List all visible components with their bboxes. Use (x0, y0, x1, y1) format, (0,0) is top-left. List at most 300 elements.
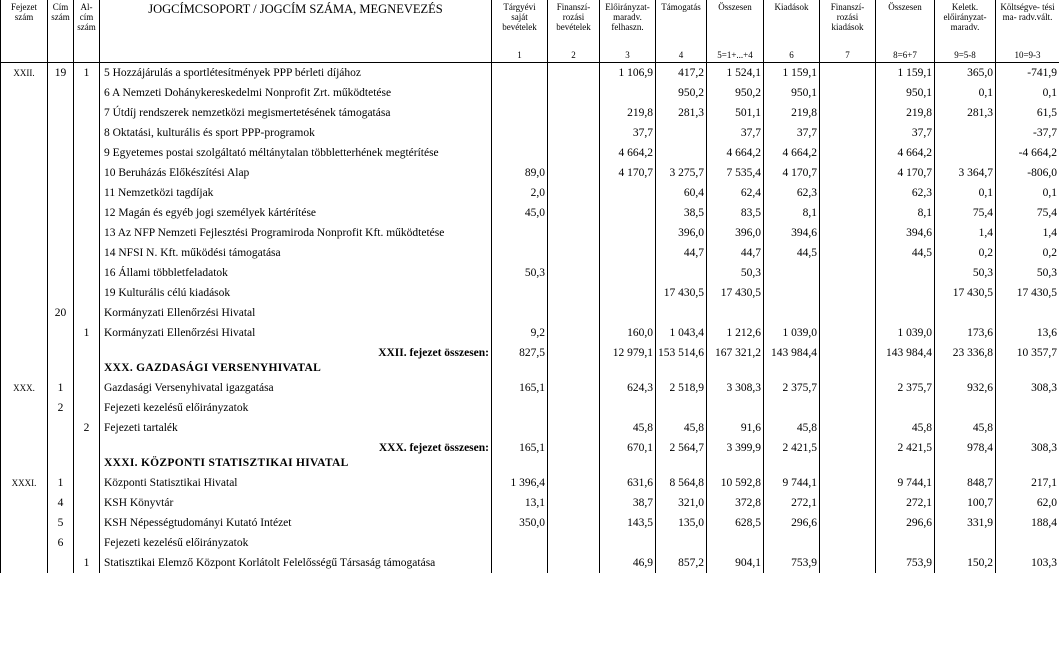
value-cell (600, 243, 656, 263)
name-cell: 16 Állami többletfeladatok (100, 263, 492, 283)
value-cell: 950,2 (656, 83, 707, 103)
value-cell (820, 223, 876, 243)
value-cell (492, 103, 548, 123)
table-row (1, 303, 1059, 323)
name-cell: 6 A Nemzeti Dohánykereskedelmi Nonprofit Zrt. működtetése (100, 83, 492, 103)
value-cell (820, 143, 876, 163)
table-row (1, 473, 1059, 493)
value-cell: -741,9 (996, 62, 1059, 83)
value-cell (820, 473, 876, 493)
value-cell: 272,1 (764, 493, 820, 513)
fejezet-cell (1, 343, 48, 378)
value-cell (820, 62, 876, 83)
table-row (1, 83, 1059, 103)
fejezet-cell (1, 223, 48, 243)
value-cell: 219,8 (764, 103, 820, 123)
value-cell: 501,1 (707, 103, 764, 123)
value-cell: 219,8 (600, 103, 656, 123)
header-col-3 (600, 0, 656, 62)
value-cell (548, 343, 600, 378)
value-cell: 932,6 (935, 378, 996, 398)
value-cell: 0,1 (996, 83, 1059, 103)
cim-cell: 2 (48, 398, 74, 418)
header-fejezet: Fejezet szám (1, 0, 48, 62)
value-cell (492, 243, 548, 263)
value-cell: 0,2 (935, 243, 996, 263)
chapter-total-label: XXII. fejezet összesen: (378, 346, 489, 359)
header-col-8 (876, 0, 935, 62)
value-cell: 62,3 (764, 183, 820, 203)
value-cell: 1 106,9 (600, 62, 656, 83)
value-cell (935, 143, 996, 163)
alcim-cell (74, 378, 100, 398)
value-cell: 173,6 (935, 323, 996, 343)
cim-cell: 1 (48, 378, 74, 398)
value-cell: 50,3 (996, 263, 1059, 283)
value-cell (656, 398, 707, 418)
fejezet-cell (1, 398, 48, 418)
alcim-cell (74, 203, 100, 223)
value-cell: 17 430,5 (935, 283, 996, 303)
value-cell: 296,6 (764, 513, 820, 533)
value-cell: 1 159,1 (764, 62, 820, 83)
value-cell: 3 308,3 (707, 378, 764, 398)
header-col-6 (764, 0, 820, 62)
value-cell: 62,3 (876, 183, 935, 203)
value-cell: 45,8 (764, 418, 820, 438)
table-row (1, 203, 1059, 223)
value-cell (548, 378, 600, 398)
value-cell (707, 398, 764, 418)
value-cell: 950,2 (707, 83, 764, 103)
name-cell: 8 Oktatási, kulturális és sport PPP-programok (100, 123, 492, 143)
name-cell: Kormányzati Ellenőrzési Hivatal (100, 323, 492, 343)
cim-cell: 1 (48, 473, 74, 493)
name-cell: Fejezeti kezelésű előirányzatok (100, 398, 492, 418)
table-row (1, 323, 1059, 343)
value-cell (876, 263, 935, 283)
value-cell (820, 123, 876, 143)
value-cell: -37,7 (996, 123, 1059, 143)
alcim-cell (74, 243, 100, 263)
alcim-cell (74, 513, 100, 533)
alcim-cell (74, 398, 100, 418)
value-cell: 45,8 (600, 418, 656, 438)
cim-cell: 20 (48, 303, 74, 323)
value-cell: 62,0 (996, 493, 1059, 513)
value-cell: 2 564,7 (656, 438, 707, 473)
value-cell: 44,5 (764, 243, 820, 263)
value-cell (820, 263, 876, 283)
value-cell (935, 123, 996, 143)
value-cell: 17 430,5 (996, 283, 1059, 303)
value-cell: 1 212,6 (707, 323, 764, 343)
value-cell (656, 123, 707, 143)
header-col-label: Összesen (718, 2, 752, 12)
name-cell: Fejezeti tartalék (100, 418, 492, 438)
value-cell: 167 321,2 (707, 343, 764, 378)
value-cell (492, 418, 548, 438)
value-cell (820, 243, 876, 263)
value-cell: 7 535,4 (707, 163, 764, 183)
value-cell (820, 183, 876, 203)
value-cell (492, 223, 548, 243)
value-cell (492, 143, 548, 163)
header-col-label: Tárgyévi saját bevételek (502, 2, 537, 32)
table-row (1, 513, 1059, 533)
alcim-cell (74, 438, 100, 473)
value-cell: 396,0 (656, 223, 707, 243)
value-cell (820, 343, 876, 378)
value-cell (656, 303, 707, 323)
value-cell: 1 396,4 (492, 473, 548, 493)
fejezet-cell: XXX. (1, 378, 48, 398)
header-name: JOGCÍMCSOPORT / JOGCÍM SZÁMA, MEGNEVEZÉS (100, 0, 492, 62)
value-cell: 1 039,0 (764, 323, 820, 343)
table-row (1, 143, 1059, 163)
value-cell: 50,3 (492, 263, 548, 283)
cim-cell: 19 (48, 62, 74, 83)
header-alcim: Al- cím szám (74, 0, 100, 62)
value-cell (548, 103, 600, 123)
value-cell (820, 103, 876, 123)
value-cell: 321,0 (656, 493, 707, 513)
value-cell (600, 83, 656, 103)
value-cell: 150,2 (935, 553, 996, 573)
cim-cell: 5 (48, 513, 74, 533)
cim-cell (48, 103, 74, 123)
value-cell (600, 263, 656, 283)
name-cell: Fejezeti kezelésű előirányzatok (100, 533, 492, 553)
value-cell (820, 493, 876, 513)
fejezet-cell (1, 418, 48, 438)
fejezet-cell (1, 438, 48, 473)
alcim-cell (74, 283, 100, 303)
fejezet-cell (1, 103, 48, 123)
value-cell (548, 143, 600, 163)
value-cell: 1 159,1 (876, 62, 935, 83)
value-cell: 631,6 (600, 473, 656, 493)
cim-cell: 4 (48, 493, 74, 513)
value-cell (820, 163, 876, 183)
alcim-cell (74, 123, 100, 143)
chapter-total-row (1, 343, 1059, 378)
alcim-cell (74, 183, 100, 203)
value-cell: 89,0 (492, 163, 548, 183)
header-col-2 (548, 0, 600, 62)
fejezet-cell (1, 533, 48, 553)
value-cell: 1,4 (996, 223, 1059, 243)
value-cell: 17 430,5 (656, 283, 707, 303)
value-cell: 75,4 (935, 203, 996, 223)
value-cell: 45,0 (492, 203, 548, 223)
value-cell (548, 303, 600, 323)
header-cim: Cím szám (48, 0, 74, 62)
value-cell: 904,1 (707, 553, 764, 573)
cim-cell (48, 203, 74, 223)
header-col-number: 2 (571, 49, 576, 60)
value-cell: 281,3 (935, 103, 996, 123)
value-cell: 365,0 (935, 62, 996, 83)
value-cell: 12 979,1 (600, 343, 656, 378)
cim-cell (48, 283, 74, 303)
value-cell: 37,7 (764, 123, 820, 143)
header-col-5 (707, 0, 764, 62)
value-cell (876, 533, 935, 553)
table-row (1, 183, 1059, 203)
value-cell (820, 283, 876, 303)
value-cell: 331,9 (935, 513, 996, 533)
alcim-cell (74, 493, 100, 513)
value-cell (548, 438, 600, 473)
value-cell: 4 664,2 (707, 143, 764, 163)
value-cell: 38,7 (600, 493, 656, 513)
header-col-label: Támogatás (661, 2, 701, 12)
table-row (1, 163, 1059, 183)
value-cell (876, 283, 935, 303)
value-cell (548, 163, 600, 183)
value-cell: 10 592,8 (707, 473, 764, 493)
value-cell (820, 418, 876, 438)
value-cell: 3 364,7 (935, 163, 996, 183)
value-cell: 4 170,7 (876, 163, 935, 183)
name-cell (100, 438, 492, 473)
value-cell (656, 533, 707, 553)
header-col-label: Finanszí- rozási kiadások (830, 2, 865, 32)
table-row (1, 62, 1059, 83)
cim-cell (48, 243, 74, 263)
value-cell: 8,1 (876, 203, 935, 223)
value-cell (492, 303, 548, 323)
value-cell: 296,6 (876, 513, 935, 533)
value-cell (820, 513, 876, 533)
value-cell: 75,4 (996, 203, 1059, 223)
value-cell: 396,0 (707, 223, 764, 243)
value-cell (548, 183, 600, 203)
header-col-number: 3 (625, 49, 630, 60)
header-col-9 (935, 0, 996, 62)
value-cell (548, 62, 600, 83)
value-cell (548, 243, 600, 263)
value-cell: 753,9 (876, 553, 935, 573)
fejezet-cell (1, 323, 48, 343)
value-cell (600, 283, 656, 303)
fejezet-cell (1, 203, 48, 223)
value-cell (548, 203, 600, 223)
cim-cell (48, 163, 74, 183)
value-cell: 13,6 (996, 323, 1059, 343)
value-cell (656, 263, 707, 283)
value-cell (876, 303, 935, 323)
value-cell: 2 375,7 (764, 378, 820, 398)
value-cell (600, 203, 656, 223)
fejezet-cell (1, 243, 48, 263)
name-cell: Központi Statisztikai Hivatal (100, 473, 492, 493)
fejezet-cell (1, 283, 48, 303)
value-cell: 2 518,9 (656, 378, 707, 398)
value-cell (600, 533, 656, 553)
value-cell (935, 398, 996, 418)
value-cell: 153 514,6 (656, 343, 707, 378)
value-cell: 44,7 (707, 243, 764, 263)
value-cell: 2 421,5 (764, 438, 820, 473)
value-cell (548, 83, 600, 103)
value-cell: 4 170,7 (600, 163, 656, 183)
value-cell: 165,1 (492, 438, 548, 473)
value-cell: 0,1 (935, 83, 996, 103)
fejezet-cell (1, 83, 48, 103)
value-cell: 45,8 (935, 418, 996, 438)
value-cell: 950,1 (764, 83, 820, 103)
value-cell: 91,6 (707, 418, 764, 438)
table-row (1, 418, 1059, 438)
value-cell (996, 303, 1059, 323)
value-cell (996, 398, 1059, 418)
alcim-cell (74, 103, 100, 123)
value-cell: 160,0 (600, 323, 656, 343)
value-cell (764, 283, 820, 303)
value-cell: 2 375,7 (876, 378, 935, 398)
header-col-label: Összesen (888, 2, 922, 12)
cim-cell (48, 83, 74, 103)
name-cell: Statisztikai Elemző Központ Korlátolt Felelősségű Társaság támogatása (100, 553, 492, 573)
section-title: XXXI. KÖZPONTI STATISZTIKAI HIVATAL (104, 456, 349, 469)
value-cell: -806,0 (996, 163, 1059, 183)
header-col-label: Finanszí- rozási bevételek (556, 2, 591, 32)
value-cell (548, 473, 600, 493)
header-col-4 (656, 0, 707, 62)
fejezet-cell (1, 123, 48, 143)
name-cell: 9 Egyetemes postai szolgáltató méltánytalan többletterhének megtérítése (100, 143, 492, 163)
value-cell (600, 303, 656, 323)
value-cell: 188,4 (996, 513, 1059, 533)
value-cell: 9,2 (492, 323, 548, 343)
value-cell: 45,8 (656, 418, 707, 438)
alcim-cell (74, 163, 100, 183)
value-cell: 143,5 (600, 513, 656, 533)
fejezet-cell (1, 143, 48, 163)
header-col-number: 5=1+...+4 (717, 49, 753, 60)
value-cell (764, 398, 820, 418)
value-cell (820, 378, 876, 398)
value-cell: 50,3 (707, 263, 764, 283)
value-cell (548, 513, 600, 533)
value-cell: 848,7 (935, 473, 996, 493)
value-cell (820, 438, 876, 473)
value-cell: 394,6 (876, 223, 935, 243)
alcim-cell (74, 263, 100, 283)
value-cell: 217,1 (996, 473, 1059, 493)
fejezet-cell (1, 553, 48, 573)
value-cell: 624,3 (600, 378, 656, 398)
header-col-7 (820, 0, 876, 62)
value-cell: 2 421,5 (876, 438, 935, 473)
value-cell: 670,1 (600, 438, 656, 473)
header-col-10 (996, 0, 1059, 62)
value-cell: 1 043,4 (656, 323, 707, 343)
value-cell: 165,1 (492, 378, 548, 398)
table-row (1, 283, 1059, 303)
table-row (1, 103, 1059, 123)
value-cell (492, 553, 548, 573)
value-cell (820, 83, 876, 103)
alcim-cell: 2 (74, 418, 100, 438)
cim-cell (48, 553, 74, 573)
fejezet-cell (1, 493, 48, 513)
value-cell (600, 183, 656, 203)
value-cell: 135,0 (656, 513, 707, 533)
value-cell: 272,1 (876, 493, 935, 513)
value-cell: 61,5 (996, 103, 1059, 123)
header-col-number: 9=5-8 (954, 49, 976, 60)
value-cell: 44,7 (656, 243, 707, 263)
table-row (1, 263, 1059, 283)
table-row (1, 123, 1059, 143)
alcim-cell: 1 (74, 62, 100, 83)
value-cell: 219,8 (876, 103, 935, 123)
value-cell: 0,2 (996, 243, 1059, 263)
value-cell: 4 664,2 (764, 143, 820, 163)
table-row (1, 378, 1059, 398)
value-cell: 9 744,1 (876, 473, 935, 493)
value-cell (548, 223, 600, 243)
name-cell: KSH Könyvtár (100, 493, 492, 513)
value-cell (876, 398, 935, 418)
value-cell: 100,7 (935, 493, 996, 513)
value-cell: 1 524,1 (707, 62, 764, 83)
value-cell: 38,5 (656, 203, 707, 223)
value-cell: 0,1 (935, 183, 996, 203)
value-cell (996, 418, 1059, 438)
value-cell: 50,3 (935, 263, 996, 283)
value-cell (548, 533, 600, 553)
value-cell: -4 664,2 (996, 143, 1059, 163)
chapter-total-label: XXX. fejezet összesen: (378, 441, 489, 454)
value-cell: 4 170,7 (764, 163, 820, 183)
value-cell: 978,4 (935, 438, 996, 473)
name-cell: KSH Népességtudományi Kutató Intézet (100, 513, 492, 533)
value-cell (707, 533, 764, 553)
value-cell: 103,3 (996, 553, 1059, 573)
value-cell (707, 303, 764, 323)
value-cell: 17 430,5 (707, 283, 764, 303)
value-cell (548, 418, 600, 438)
value-cell: 44,5 (876, 243, 935, 263)
alcim-cell: 1 (74, 323, 100, 343)
value-cell (492, 283, 548, 303)
value-cell: 857,2 (656, 553, 707, 573)
value-cell: 60,4 (656, 183, 707, 203)
name-cell: Gazdasági Versenyhivatal igazgatása (100, 378, 492, 398)
value-cell: 62,4 (707, 183, 764, 203)
header-col-label: Keletk. előirányzat- maradv. (943, 2, 987, 32)
header-col-number: 10=9-3 (1014, 49, 1041, 60)
fejezet-cell: XXXI. (1, 473, 48, 493)
name-cell: Kormányzati Ellenőrzési Hivatal (100, 303, 492, 323)
value-cell (656, 143, 707, 163)
value-cell: 1,4 (935, 223, 996, 243)
value-cell: 143 984,4 (764, 343, 820, 378)
value-cell: 372,8 (707, 493, 764, 513)
header-col-number: 1 (517, 49, 522, 60)
value-cell: 2,0 (492, 183, 548, 203)
value-cell (764, 533, 820, 553)
value-cell (548, 493, 600, 513)
alcim-cell (74, 303, 100, 323)
value-cell: 4 664,2 (876, 143, 935, 163)
value-cell: 37,7 (707, 123, 764, 143)
cim-cell (48, 323, 74, 343)
